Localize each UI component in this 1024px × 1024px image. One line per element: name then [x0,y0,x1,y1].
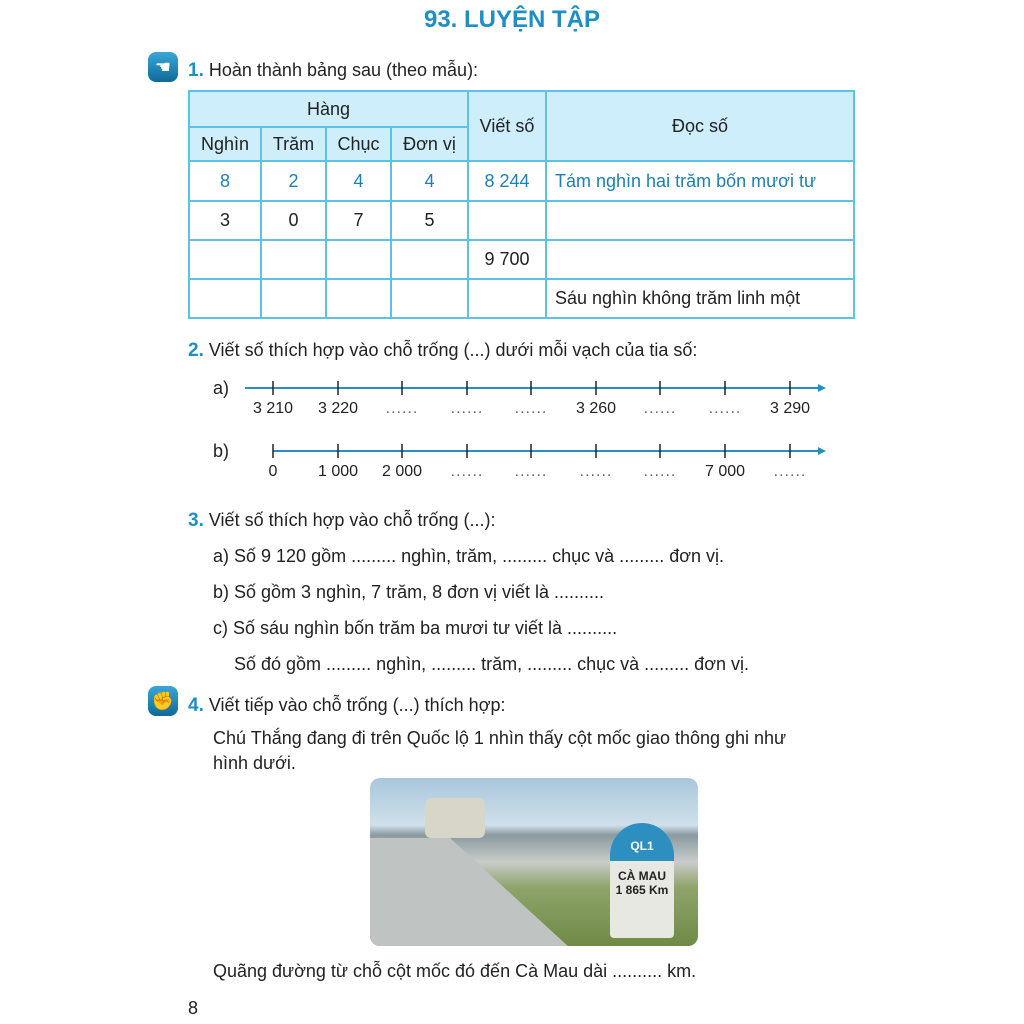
tick-label: 2 000 [381,463,423,480]
tick-label: 3 290 [769,400,811,417]
q2-text: Viết số thích hợp vào chỗ trống (...) dưới mỗi vạch của tia số: [208,340,698,360]
q4-paragraph: Chú Thắng đang đi trên Quốc lộ 1 nhìn thấy cột mốc giao thông ghi như [213,728,787,748]
header-tram: Trăm [261,127,326,161]
hands-icon: ☚ [148,52,178,82]
q4-heading [188,695,506,717]
q3-line-c: c) Số sáu nghìn bốn trăm ba mươi tư viết là .......... [213,618,618,638]
tick-label: 1 000 [317,463,359,480]
number-lines [0,0,1024,500]
q4-paragraph-end: hình dưới. [213,753,296,773]
header-viet-so: Viết số [468,91,546,161]
cell: 9 700 [468,240,546,279]
header-hang: Hàng [189,91,468,127]
tick-label[interactable]: ...... [514,400,548,417]
cell: 5 [391,201,468,240]
milestone-place: CÀ MAU [618,869,666,883]
q3-heading [188,510,496,532]
number-line-b-label: b) [213,441,230,461]
page-title: 93. LUYỆN TẬP [423,6,601,33]
q1-number: 1. [188,60,204,81]
van [425,798,485,838]
q3-text: Viết số thích hợp vào chỗ trống (...): [208,510,496,530]
header-doc-so: Đọc số [546,91,854,161]
q4-text: Viết tiếp vào chỗ trống (...) thích hợp: [208,695,506,715]
header-chuc: Chục [326,127,391,161]
q1-text: Hoàn thành bảng sau (theo mẫu): [208,60,479,80]
cell: Tám nghìn hai trăm bốn mươi tư [546,161,854,201]
cell: 3 [189,201,261,240]
q3-line-b: b) Số gồm 3 nghìn, 7 trăm, 8 đơn vị viết là .......... [213,582,604,602]
header-nghin: Nghìn [189,127,261,161]
cell: Sáu nghìn không trăm linh một [546,279,854,318]
milestone-distance: 1 865 Km [615,883,669,897]
tick-label[interactable]: ...... [450,463,484,480]
cell: 7 [326,201,391,240]
milestone-photo [370,778,698,946]
tick-label[interactable]: ...... [579,463,613,480]
tick-label[interactable]: ...... [514,463,548,480]
road [370,838,570,946]
q4-number: 4. [188,695,204,716]
milestone [610,823,674,938]
arrow-icon [818,384,826,392]
tick-label[interactable]: ...... [643,400,677,417]
cell: 0 [261,201,326,240]
header-don-vi: Đơn vị [391,127,468,161]
tick-label: 3 260 [575,400,617,417]
q3-line-c2: Số đó gồm ......... nghìn, ......... trăm, ......... chục và ......... đơn vị. [234,654,750,674]
tick-label: 3 210 [252,400,294,417]
cell: 2 [261,161,326,201]
q4-answer-line: Quãng đường từ chỗ cột mốc đó đến Cà Mau dài .......... km. [213,961,697,981]
tick-label[interactable]: ...... [385,400,419,417]
cell: 4 [391,161,468,201]
page-number: 8 [188,998,199,1018]
tick-label[interactable]: ...... [708,400,742,417]
arrow-icon [818,447,826,455]
cell: 8 [189,161,261,201]
q3-line-a: a) Số 9 120 gồm ......... nghìn, trăm, ......... chục và ......... đơn vị. [213,546,725,566]
number-line-a-label: a) [213,378,230,398]
q3-number: 3. [188,510,204,531]
cell: 8 244 [468,161,546,201]
cell: 4 [326,161,391,201]
tick-label[interactable]: ...... [773,463,807,480]
tick-label: 3 220 [317,400,359,417]
tick-label: 7 000 [704,463,746,480]
fist-icon: ✊ [148,686,178,716]
tick-label[interactable]: ...... [643,463,677,480]
tick-label: 0 [268,463,278,480]
tick-label[interactable]: ...... [450,400,484,417]
q2-number: 2. [188,340,204,361]
milestone-road: QL1 [610,823,674,861]
